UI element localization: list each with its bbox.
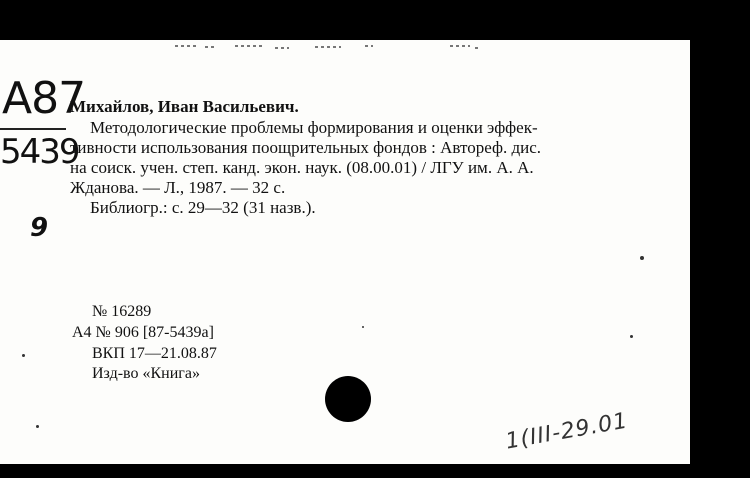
- bibliography-note: Библиогр.: с. 29—32 (31 назв.).: [90, 198, 316, 217]
- shelfmark-line-1: А87: [2, 73, 86, 124]
- catalog-card: [0, 40, 690, 464]
- scan-speck: [36, 425, 39, 428]
- punch-hole: [325, 376, 371, 422]
- registry-number: № 16289: [92, 303, 152, 320]
- title-line-2: тивности использования поощрительных фондов : Автореф. дис.: [70, 138, 542, 157]
- scan-speck: [22, 354, 25, 357]
- scan-noise-top: [165, 40, 525, 60]
- pencil-note: 1(III-29.01: [503, 408, 631, 455]
- margin-mark: 9: [30, 213, 48, 243]
- scan-speck: [640, 256, 644, 260]
- entry-heading: Михайлов, Иван Васильевич.: [70, 97, 299, 116]
- shelfmark-divider: [0, 128, 66, 130]
- title-line-4: Жданова. — Л., 1987. — 32 с.: [70, 178, 286, 197]
- title-line-3: на соиск. учен. степ. канд. экон. наук. (08.00.01) / ЛГУ им. А. А.: [70, 158, 534, 177]
- registry-a4-line: А4 № 906 [87-5439а]: [72, 324, 214, 341]
- scan-speck: [630, 335, 633, 338]
- shelfmark-line-2: 5439: [0, 132, 79, 172]
- registry-vkp-line: ВКП 17—21.08.87: [92, 345, 217, 362]
- title-line-1: Методологические проблемы формирования и оценки эффек-: [90, 118, 538, 137]
- publisher-line: Изд-во «Книга»: [92, 365, 200, 382]
- scan-speck: [362, 326, 364, 328]
